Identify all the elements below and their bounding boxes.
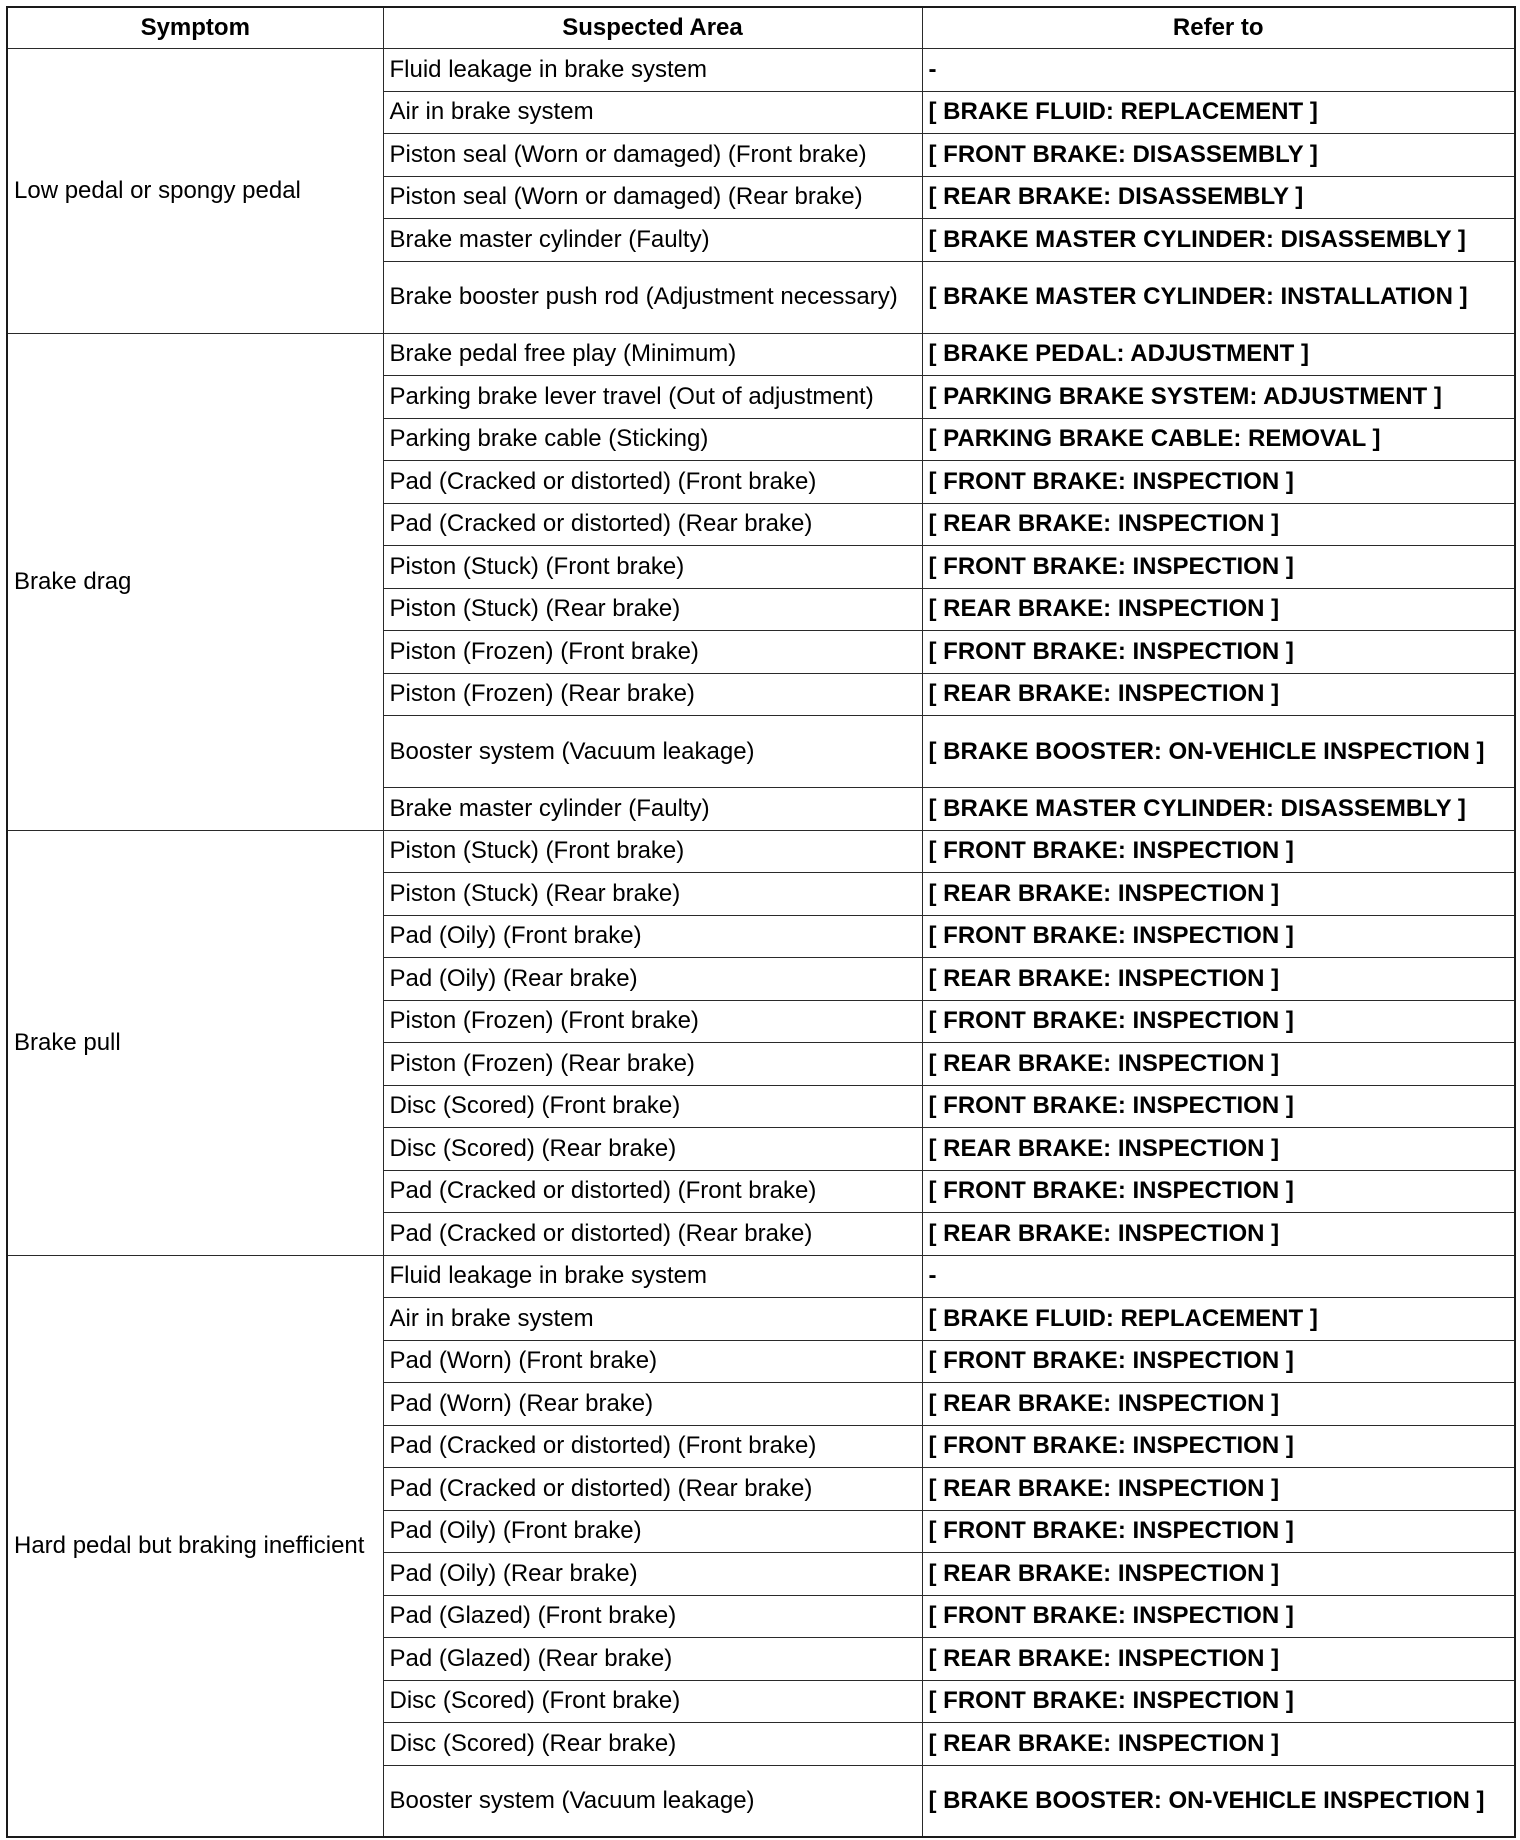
symptom-cell: Brake drag	[7, 333, 383, 830]
refer-to-cell: [ BRAKE FLUID: REPLACEMENT ]	[922, 1298, 1515, 1341]
suspected-area-cell: Piston (Frozen) (Front brake)	[383, 1000, 922, 1043]
suspected-area-cell: Piston seal (Worn or damaged) (Rear brake)	[383, 176, 922, 219]
refer-to-cell: [ REAR BRAKE: INSPECTION ]	[922, 503, 1515, 546]
table-header	[7, 7, 1515, 49]
header-suspected-area: Suspected Area	[383, 7, 922, 49]
refer-to-cell: [ REAR BRAKE: INSPECTION ]	[922, 1723, 1515, 1766]
refer-to-cell: [ REAR BRAKE: INSPECTION ]	[922, 1213, 1515, 1256]
suspected-area-cell: Piston (Frozen) (Rear brake)	[383, 1043, 922, 1086]
suspected-area-cell: Piston (Stuck) (Rear brake)	[383, 588, 922, 631]
refer-to-cell: [ FRONT BRAKE: INSPECTION ]	[922, 631, 1515, 674]
refer-to-cell: [ BRAKE MASTER CYLINDER: DISASSEMBLY ]	[922, 788, 1515, 831]
refer-to-cell: [ FRONT BRAKE: INSPECTION ]	[922, 546, 1515, 589]
refer-to-cell: [ BRAKE FLUID: REPLACEMENT ]	[922, 91, 1515, 134]
suspected-area-cell: Pad (Worn) (Rear brake)	[383, 1383, 922, 1426]
suspected-area-cell: Piston seal (Worn or damaged) (Front brake)	[383, 134, 922, 177]
refer-to-cell: [ BRAKE PEDAL: ADJUSTMENT ]	[922, 333, 1515, 376]
suspected-area-cell: Brake pedal free play (Minimum)	[383, 333, 922, 376]
table-body	[7, 49, 1515, 1838]
refer-to-cell: [ BRAKE MASTER CYLINDER: INSTALLATION ]	[922, 261, 1515, 333]
table-row	[7, 1255, 1515, 1298]
suspected-area-cell: Brake master cylinder (Faulty)	[383, 219, 922, 262]
refer-to-cell: [ REAR BRAKE: INSPECTION ]	[922, 958, 1515, 1001]
refer-to-cell: [ REAR BRAKE: INSPECTION ]	[922, 1553, 1515, 1596]
suspected-area-cell: Pad (Cracked or distorted) (Front brake)	[383, 1425, 922, 1468]
refer-to-cell: [ BRAKE BOOSTER: ON-VEHICLE INSPECTION ]	[922, 716, 1515, 788]
refer-to-cell: [ BRAKE MASTER CYLINDER: DISASSEMBLY ]	[922, 219, 1515, 262]
refer-to-cell: -	[922, 1255, 1515, 1298]
suspected-area-cell: Piston (Frozen) (Rear brake)	[383, 673, 922, 716]
troubleshooting-table-container	[6, 6, 1514, 1838]
troubleshooting-table	[6, 6, 1516, 1838]
refer-to-cell: [ PARKING BRAKE SYSTEM: ADJUSTMENT ]	[922, 376, 1515, 419]
suspected-area-cell: Pad (Oily) (Rear brake)	[383, 1553, 922, 1596]
suspected-area-cell: Fluid leakage in brake system	[383, 1255, 922, 1298]
suspected-area-cell: Parking brake cable (Sticking)	[383, 418, 922, 461]
refer-to-cell: [ FRONT BRAKE: INSPECTION ]	[922, 1170, 1515, 1213]
suspected-area-cell: Brake master cylinder (Faulty)	[383, 788, 922, 831]
refer-to-cell: [ FRONT BRAKE: INSPECTION ]	[922, 1000, 1515, 1043]
refer-to-cell: [ FRONT BRAKE: INSPECTION ]	[922, 461, 1515, 504]
suspected-area-cell: Pad (Oily) (Front brake)	[383, 915, 922, 958]
header-symptom: Symptom	[7, 7, 383, 49]
header-row	[7, 7, 1515, 49]
suspected-area-cell: Parking brake lever travel (Out of adjustment)	[383, 376, 922, 419]
refer-to-cell: [ REAR BRAKE: INSPECTION ]	[922, 1043, 1515, 1086]
suspected-area-cell: Fluid leakage in brake system	[383, 49, 922, 92]
refer-to-cell: [ REAR BRAKE: INSPECTION ]	[922, 1128, 1515, 1171]
refer-to-cell: [ FRONT BRAKE: INSPECTION ]	[922, 1340, 1515, 1383]
refer-to-cell: [ REAR BRAKE: DISASSEMBLY ]	[922, 176, 1515, 219]
suspected-area-cell: Pad (Worn) (Front brake)	[383, 1340, 922, 1383]
suspected-area-cell: Piston (Stuck) (Rear brake)	[383, 873, 922, 916]
header-refer-to: Refer to	[922, 7, 1515, 49]
suspected-area-cell: Disc (Scored) (Rear brake)	[383, 1128, 922, 1171]
suspected-area-cell: Disc (Scored) (Front brake)	[383, 1680, 922, 1723]
refer-to-cell: [ BRAKE BOOSTER: ON-VEHICLE INSPECTION ]	[922, 1765, 1515, 1837]
refer-to-cell: [ PARKING BRAKE CABLE: REMOVAL ]	[922, 418, 1515, 461]
suspected-area-cell: Pad (Glazed) (Front brake)	[383, 1595, 922, 1638]
refer-to-cell: [ REAR BRAKE: INSPECTION ]	[922, 1468, 1515, 1511]
suspected-area-cell: Booster system (Vacuum leakage)	[383, 716, 922, 788]
suspected-area-cell: Air in brake system	[383, 91, 922, 134]
refer-to-cell: [ FRONT BRAKE: INSPECTION ]	[922, 830, 1515, 873]
refer-to-cell: [ FRONT BRAKE: DISASSEMBLY ]	[922, 134, 1515, 177]
refer-to-cell: [ REAR BRAKE: INSPECTION ]	[922, 1383, 1515, 1426]
suspected-area-cell: Pad (Cracked or distorted) (Front brake)	[383, 461, 922, 504]
suspected-area-cell: Pad (Cracked or distorted) (Rear brake)	[383, 1468, 922, 1511]
symptom-cell: Brake pull	[7, 830, 383, 1255]
refer-to-cell: [ FRONT BRAKE: INSPECTION ]	[922, 1425, 1515, 1468]
refer-to-cell: [ FRONT BRAKE: INSPECTION ]	[922, 1085, 1515, 1128]
refer-to-cell: [ REAR BRAKE: INSPECTION ]	[922, 873, 1515, 916]
suspected-area-cell: Disc (Scored) (Front brake)	[383, 1085, 922, 1128]
symptom-cell: Hard pedal but braking inefficient	[7, 1255, 383, 1837]
refer-to-cell: [ FRONT BRAKE: INSPECTION ]	[922, 1510, 1515, 1553]
suspected-area-cell: Air in brake system	[383, 1298, 922, 1341]
suspected-area-cell: Piston (Stuck) (Front brake)	[383, 830, 922, 873]
suspected-area-cell: Disc (Scored) (Rear brake)	[383, 1723, 922, 1766]
table-row	[7, 49, 1515, 92]
table-row	[7, 333, 1515, 376]
refer-to-cell: [ FRONT BRAKE: INSPECTION ]	[922, 915, 1515, 958]
refer-to-cell: [ REAR BRAKE: INSPECTION ]	[922, 1638, 1515, 1681]
suspected-area-cell: Pad (Oily) (Rear brake)	[383, 958, 922, 1001]
symptom-cell: Low pedal or spongy pedal	[7, 49, 383, 334]
suspected-area-cell: Pad (Cracked or distorted) (Front brake)	[383, 1170, 922, 1213]
suspected-area-cell: Booster system (Vacuum leakage)	[383, 1765, 922, 1837]
refer-to-cell: [ REAR BRAKE: INSPECTION ]	[922, 588, 1515, 631]
suspected-area-cell: Piston (Frozen) (Front brake)	[383, 631, 922, 674]
suspected-area-cell: Pad (Cracked or distorted) (Rear brake)	[383, 503, 922, 546]
suspected-area-cell: Pad (Cracked or distorted) (Rear brake)	[383, 1213, 922, 1256]
refer-to-cell: [ REAR BRAKE: INSPECTION ]	[922, 673, 1515, 716]
suspected-area-cell: Pad (Glazed) (Rear brake)	[383, 1638, 922, 1681]
suspected-area-cell: Brake booster push rod (Adjustment necessary)	[383, 261, 922, 333]
suspected-area-cell: Pad (Oily) (Front brake)	[383, 1510, 922, 1553]
table-row	[7, 830, 1515, 873]
suspected-area-cell: Piston (Stuck) (Front brake)	[383, 546, 922, 589]
refer-to-cell: -	[922, 49, 1515, 92]
refer-to-cell: [ FRONT BRAKE: INSPECTION ]	[922, 1680, 1515, 1723]
refer-to-cell: [ FRONT BRAKE: INSPECTION ]	[922, 1595, 1515, 1638]
